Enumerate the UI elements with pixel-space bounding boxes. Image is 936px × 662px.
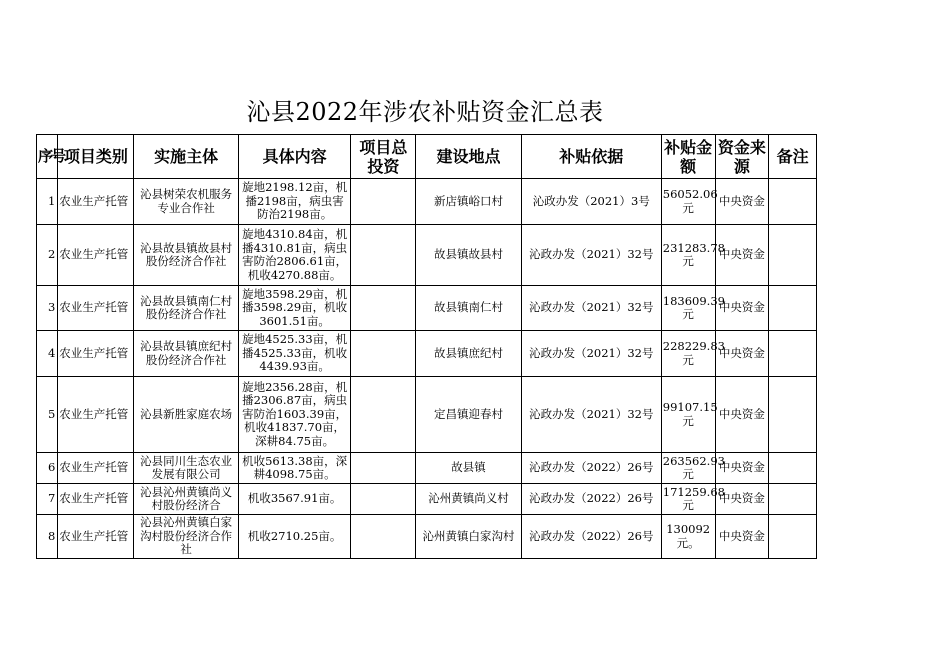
header-investment: 项目总投资: [351, 135, 416, 179]
row-basis: 沁政办发（2022）26号: [521, 484, 661, 515]
row-investment: [351, 515, 416, 559]
table-row: [37, 515, 817, 559]
row-amount: 263562.93元: [661, 453, 715, 484]
row-seq: 6: [37, 453, 58, 484]
subsidy-table: [36, 134, 817, 559]
row-amount: 228229.83元: [661, 331, 715, 377]
header-remark: 备注: [769, 135, 817, 179]
table-row: [37, 331, 817, 377]
row-type: 农业生产托管: [58, 225, 134, 286]
row-investment: [351, 484, 416, 515]
table-row: [37, 377, 817, 453]
row-type: 农业生产托管: [58, 331, 134, 377]
row-seq: 3: [37, 286, 58, 331]
row-source: 中央资金: [715, 331, 769, 377]
row-source: 中央资金: [715, 286, 769, 331]
row-amount: 56052.06元: [661, 179, 715, 225]
header-seq: 序号: [37, 135, 58, 179]
row-entity: 沁县沁州黄镇尚义村股份经济合: [134, 484, 238, 515]
row-remark: [769, 179, 817, 225]
row-entity: 沁县故县镇故县村股份经济合作社: [134, 225, 238, 286]
row-location: 故县镇: [416, 453, 521, 484]
row-amount: 99107.15元: [661, 377, 715, 453]
row-location: 定昌镇迎春村: [416, 377, 521, 453]
header-row: [37, 135, 817, 179]
row-investment: [351, 453, 416, 484]
row-remark: [769, 484, 817, 515]
row-amount: 171259.68元: [661, 484, 715, 515]
table-row: [37, 286, 817, 331]
row-entity: 沁县沁州黄镇白家沟村股份经济合作社: [134, 515, 238, 559]
row-type: 农业生产托管: [58, 484, 134, 515]
row-entity: 沁县树荣农机服务专业合作社: [134, 179, 238, 225]
table-row: [37, 179, 817, 225]
row-type: 农业生产托管: [58, 515, 134, 559]
row-remark: [769, 225, 817, 286]
row-content: 旋地4525.33亩，机播4525.33亩，机收4439.93亩。: [238, 331, 351, 377]
row-type: 农业生产托管: [58, 286, 134, 331]
row-source: 中央资金: [715, 515, 769, 559]
row-source: 中央资金: [715, 179, 769, 225]
row-amount: 183609.39元: [661, 286, 715, 331]
header-location: 建设地点: [416, 135, 521, 179]
row-basis: 沁政办发（2021）32号: [521, 225, 661, 286]
row-seq: 4: [37, 331, 58, 377]
row-basis: 沁政办发（2021）32号: [521, 331, 661, 377]
row-content: 旋地2198.12亩，机播2198亩，病虫害防治2198亩。: [238, 179, 351, 225]
row-location: 新店镇峪口村: [416, 179, 521, 225]
row-source: 中央资金: [715, 377, 769, 453]
row-investment: [351, 286, 416, 331]
row-content: 机收3567.91亩。: [238, 484, 351, 515]
row-investment: [351, 225, 416, 286]
page-title: 沁县2022年涉农补贴资金汇总表: [246, 98, 604, 126]
row-content: 机收5613.38亩，深耕4098.75亩。: [238, 453, 351, 484]
header-basis: 补贴依据: [521, 135, 661, 179]
row-basis: 沁政办发（2021）32号: [521, 377, 661, 453]
row-location: 故县镇庶纪村: [416, 331, 521, 377]
row-investment: [351, 179, 416, 225]
table-row: [37, 453, 817, 484]
row-remark: [769, 331, 817, 377]
header-content: 具体内容: [238, 135, 351, 179]
header-amount: 补贴金额: [661, 135, 715, 179]
header-entity: 实施主体: [134, 135, 238, 179]
row-basis: 沁政办发（2022）26号: [521, 515, 661, 559]
row-basis: 沁政办发（2022）26号: [521, 453, 661, 484]
row-remark: [769, 515, 817, 559]
table-row: [37, 484, 817, 515]
row-remark: [769, 286, 817, 331]
row-basis: 沁政办发（2021）32号: [521, 286, 661, 331]
row-basis: 沁政办发（2021）3号: [521, 179, 661, 225]
row-location: 故县镇故县村: [416, 225, 521, 286]
row-seq: 1: [37, 179, 58, 225]
row-seq: 8: [37, 515, 58, 559]
row-location: 沁州黄镇尚义村: [416, 484, 521, 515]
row-entity: 沁县同川生态农业发展有限公司: [134, 453, 238, 484]
header-source: 资金来源: [715, 135, 769, 179]
header-type: 项目类别: [58, 135, 134, 179]
row-content: 旋地2356.28亩，机播2306.87亩，病虫害防治1603.39亩，机收41837.70亩，深耕84.75亩。: [238, 377, 351, 453]
row-location: 沁州黄镇白家沟村: [416, 515, 521, 559]
row-content: 旋地4310.84亩，机播4310.81亩，病虫害防治2806.61亩，机收4270.88亩。: [238, 225, 351, 286]
row-entity: 沁县故县镇南仁村股份经济合作社: [134, 286, 238, 331]
row-seq: 7: [37, 484, 58, 515]
row-seq: 2: [37, 225, 58, 286]
row-type: 农业生产托管: [58, 377, 134, 453]
row-investment: [351, 331, 416, 377]
table-row: [37, 225, 817, 286]
row-type: 农业生产托管: [58, 453, 134, 484]
row-amount: 231283.78元: [661, 225, 715, 286]
row-location: 故县镇南仁村: [416, 286, 521, 331]
row-remark: [769, 377, 817, 453]
row-investment: [351, 377, 416, 453]
row-seq: 5: [37, 377, 58, 453]
row-entity: 沁县故县镇庶纪村股份经济合作社: [134, 331, 238, 377]
row-type: 农业生产托管: [58, 179, 134, 225]
row-source: 中央资金: [715, 484, 769, 515]
row-content: 机收2710.25亩。: [238, 515, 351, 559]
row-source: 中央资金: [715, 225, 769, 286]
row-content: 旋地3598.29亩，机播3598.29亩，机收3601.51亩。: [238, 286, 351, 331]
row-entity: 沁县新胜家庭农场: [134, 377, 238, 453]
row-remark: [769, 453, 817, 484]
row-amount: 130092元。: [661, 515, 715, 559]
row-source: 中央资金: [715, 453, 769, 484]
